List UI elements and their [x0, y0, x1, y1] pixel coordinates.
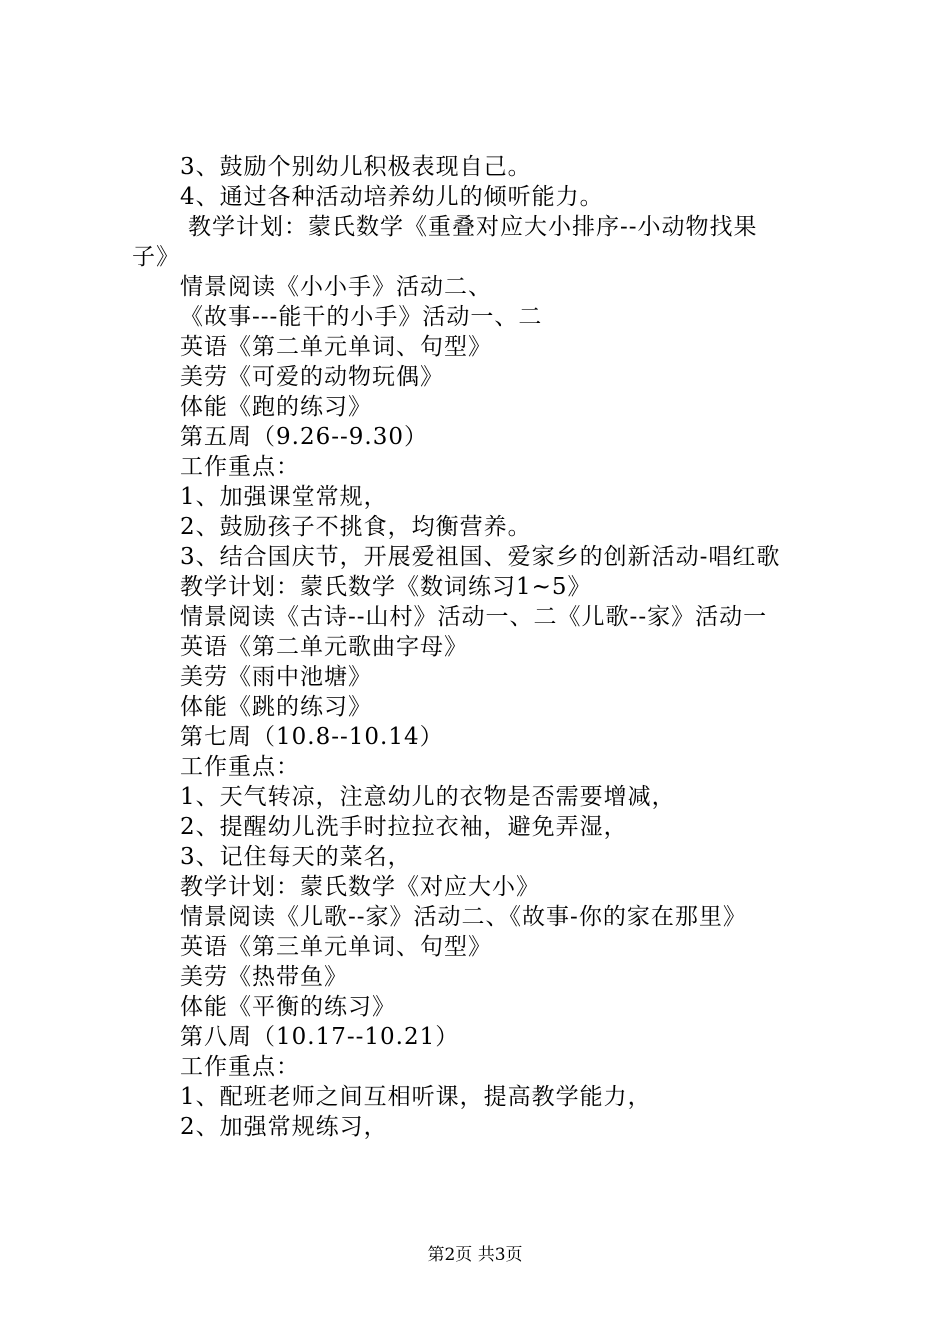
text-line: 3、结合国庆节，开展爱祖国、爱家乡的创新活动-唱红歌	[180, 544, 781, 570]
text-line: 教学计划：蒙氏数学《数词练习1~5》	[180, 574, 592, 600]
text-line: 2、加强常规练习，	[180, 1114, 388, 1140]
text-line: 3、鼓励个别幼儿积极表现自己。	[180, 154, 532, 180]
text-line: 子》	[132, 244, 180, 270]
text-line: 体能《跑的练习》	[180, 394, 372, 420]
text-line: 情景阅读《小小手》活动二、	[180, 274, 492, 300]
text-line: 1、天气转凉，注意幼儿的衣物是否需要增减，	[180, 784, 676, 810]
text-line: 4、通过各种活动培养幼儿的倾听能力。	[180, 184, 604, 210]
text-line: 英语《第二单元歌曲字母》	[180, 634, 468, 660]
text-line: 体能《跳的练习》	[180, 694, 372, 720]
text-line: 教学计划：蒙氏数学《对应大小》	[180, 874, 540, 900]
text-line: 美劳《可爱的动物玩偶》	[180, 364, 444, 390]
text-line: 2、鼓励孩子不挑食，均衡营养。	[180, 514, 532, 540]
text-line: 美劳《热带鱼》	[180, 964, 348, 990]
text-line: 第七周（10.8--10.14）	[180, 724, 444, 750]
text-line: 美劳《雨中池塘》	[180, 664, 372, 690]
text-line: 2、提醒幼儿洗手时拉拉衣袖，避免弄湿，	[180, 814, 628, 840]
text-line: 第八周（10.17--10.21）	[180, 1024, 460, 1050]
text-line: 工作重点：	[180, 454, 300, 480]
text-line: 教学计划：蒙氏数学《重叠对应大小排序--小动物找果	[188, 214, 758, 240]
document-body	[0, 152, 950, 1142]
text-line: 1、配班老师之间互相听课，提高教学能力，	[180, 1084, 652, 1110]
text-line: 体能《平衡的练习》	[180, 994, 396, 1020]
text-line: 3、记住每天的菜名，	[180, 844, 412, 870]
text-line: 情景阅读《古诗--山村》活动一、二《儿歌--家》活动一	[180, 604, 768, 630]
page-footer: 第2页 共3页	[427, 1245, 523, 1265]
text-line: 英语《第三单元单词、句型》	[180, 934, 492, 960]
text-line: 英语《第二单元单词、句型》	[180, 334, 492, 360]
text-line: 《故事---能干的小手》活动一、二	[180, 304, 543, 330]
text-line: 工作重点：	[180, 1054, 300, 1080]
text-line: 情景阅读《儿歌--家》活动二、《故事-你的家在那里》	[180, 904, 747, 930]
text-line: 1、加强课堂常规，	[180, 484, 388, 510]
text-line: 工作重点：	[180, 754, 300, 780]
text-line: 第五周（9.26--9.30）	[180, 424, 428, 450]
